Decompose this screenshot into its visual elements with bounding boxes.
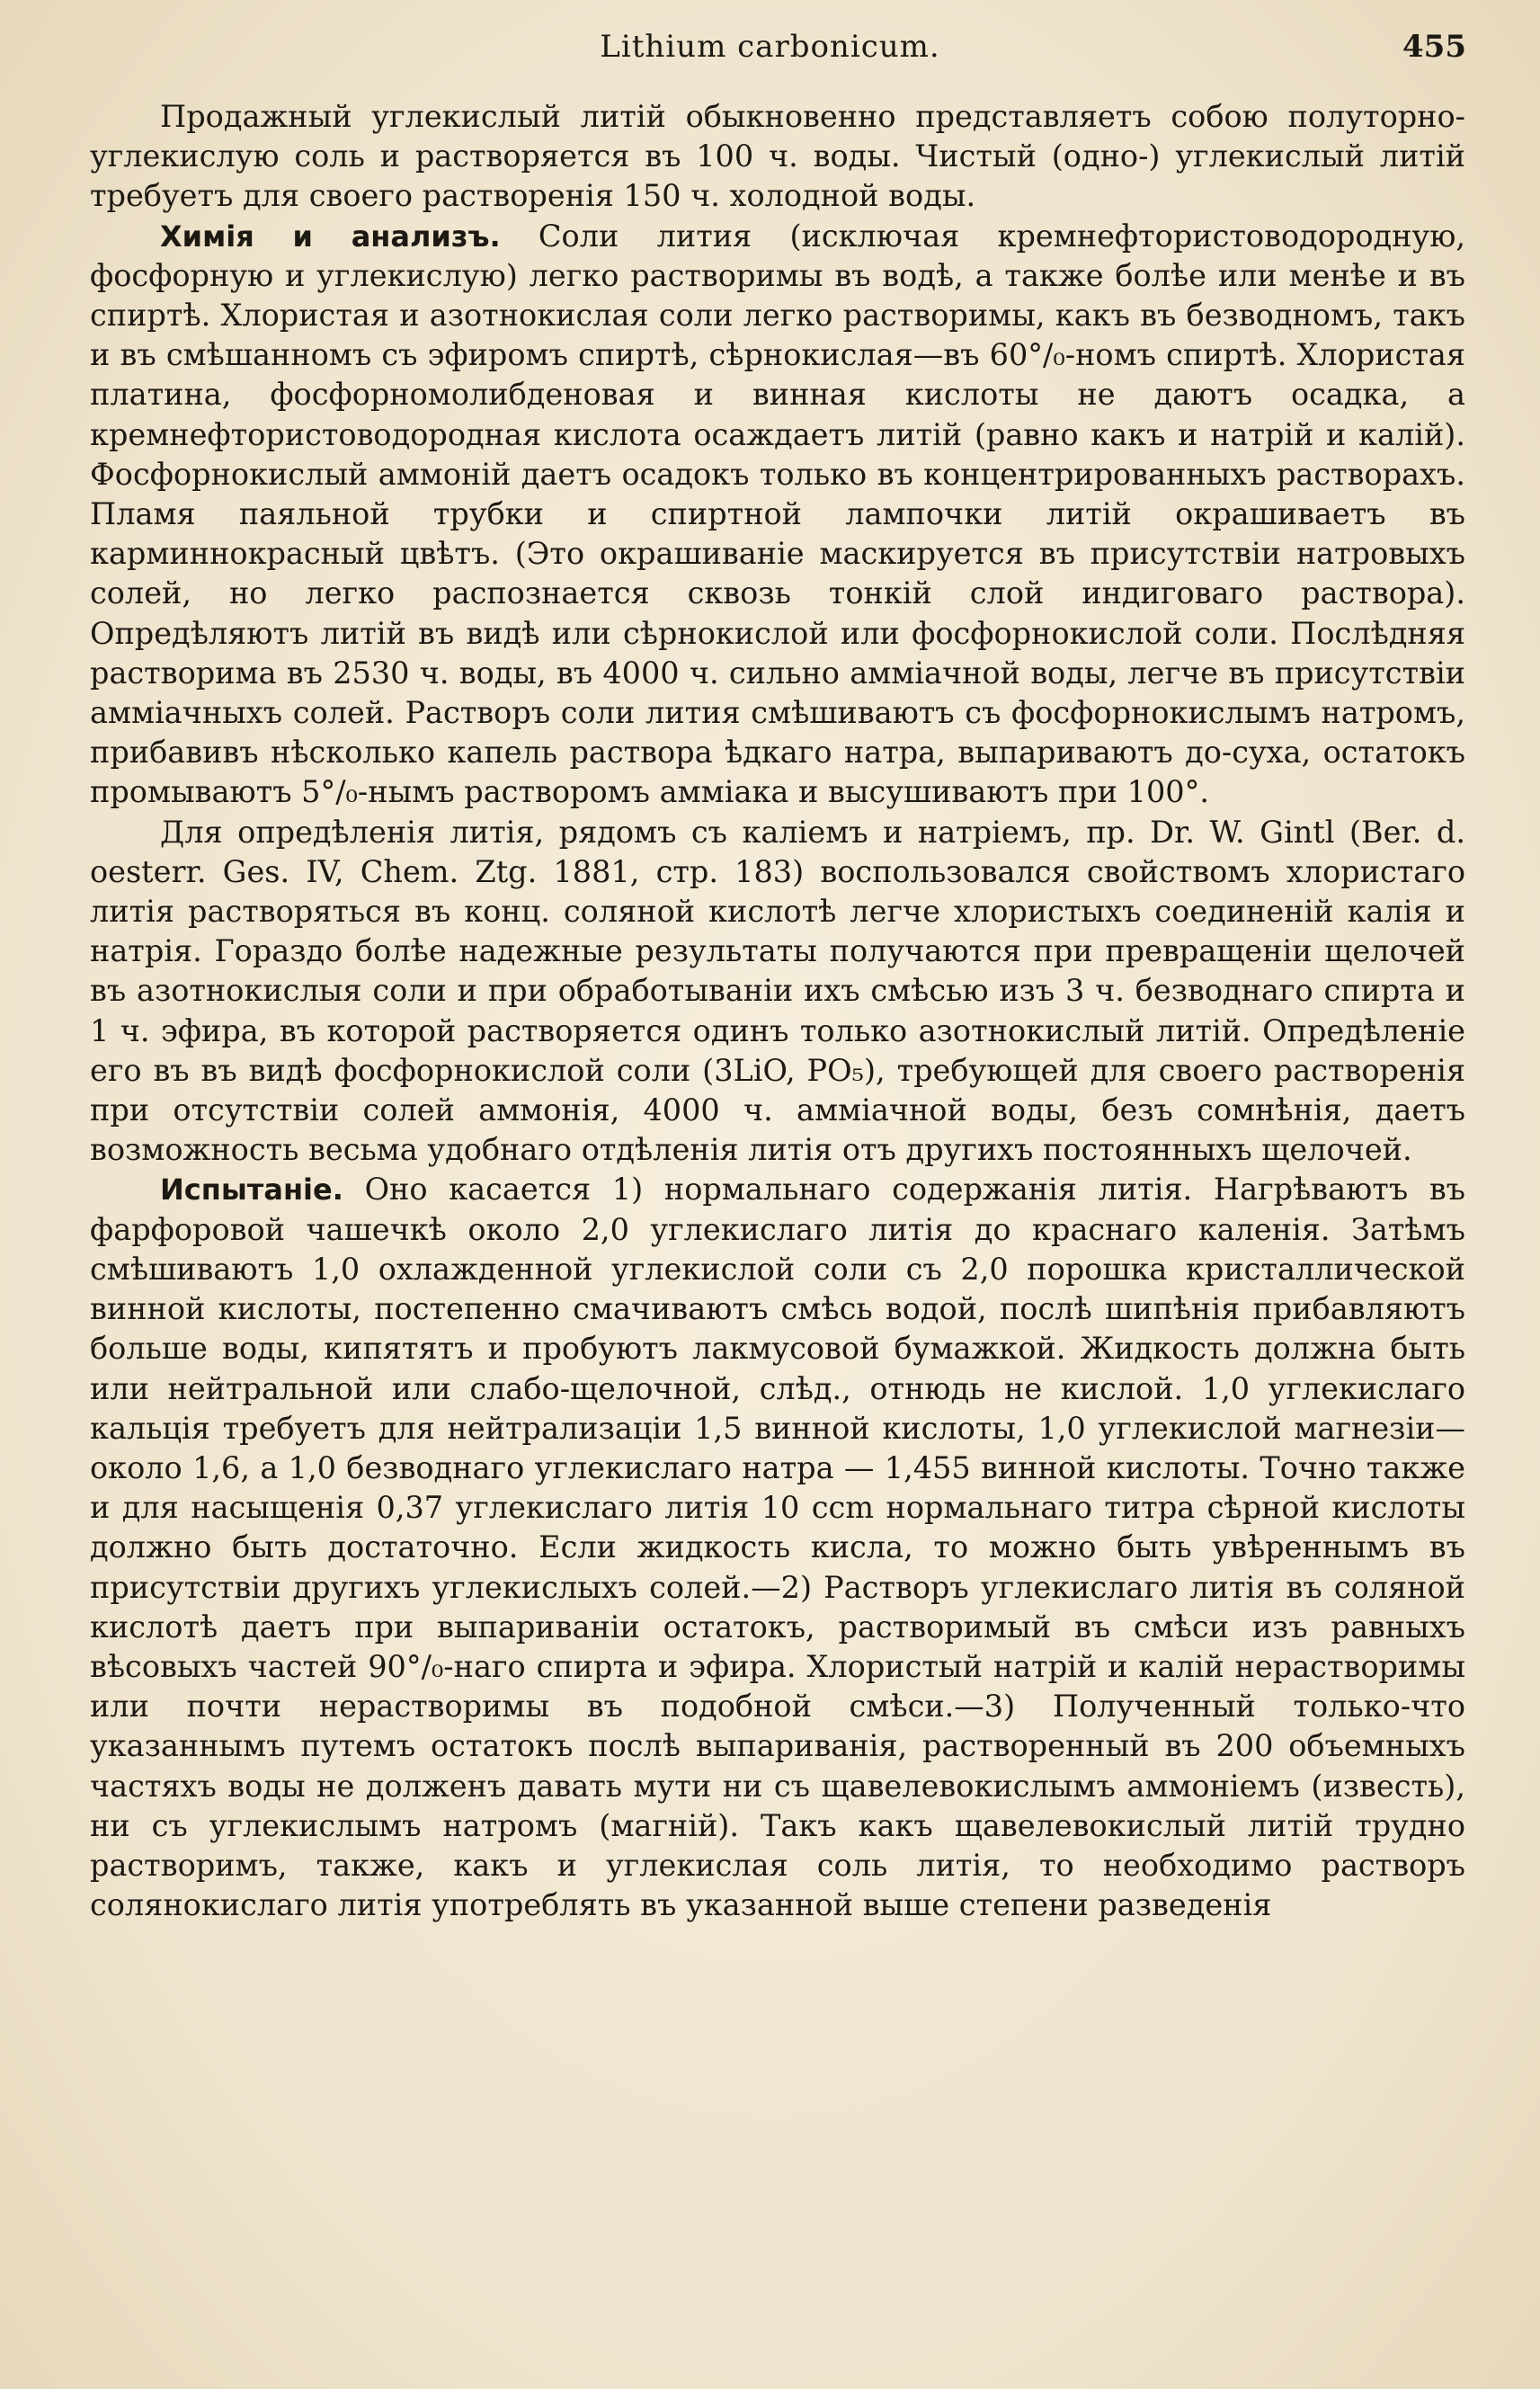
body-text [90,97,1465,1925]
paragraph-text: Для опредѣленія литія, рядомъ съ каліемъ и натріемъ, пр. Dr. W. Gintl (Ber. d. oesterr. Ges. IV, Chem. Ztg. 1881, стр. 183) воспользовался свойствомъ хлористаго литія растворяться въ конц. соляной кислотѣ легче хлористыхъ соединеній калія и натрія. Гораздо болѣе надежные результаты получаются при превращеніи щелочей въ азотнокислыя соли и при обработываніи ихъ смѣсью изъ 3 ч. безводнаго спирта и 1 ч. эфира, въ которой растворяется одинъ только азотнокислый литій. Опредѣленіе его въ въ видѣ фосфорнокислой соли (3LiO, PO₅), требующей для своего растворенія при отсутствіи солей аммонія, 4000 ч. амміачной воды, безъ сомнѣнія, даетъ возможность весьма удобнаго отдѣленія литія отъ другихъ постоянныхъ щелочей. [90,814,1465,1168]
section-heading-chemistry: Химія и анализъ. [160,218,501,254]
paragraph-testing [90,1170,1465,1925]
paragraph-chemistry-analysis [90,217,1465,813]
paragraph-lithium-determination [90,813,1465,1171]
running-title: Lithium carbonicum. [600,29,940,65]
section-heading-testing: Испытаніе. [160,1172,343,1208]
page-number: 455 [1402,29,1466,65]
paragraph-intro [90,97,1465,217]
paragraph-text: Оно касается 1) нормальнаго содержанія литія. Нагрѣваютъ въ фарфоровой чашечкѣ около 2,0 углекислаго литія до краснаго каленія. Затѣмъ смѣшиваютъ 1,0 охлажденной углекислой соли съ 2,0 порошка кристаллической винной кислоты, постепенно смачиваютъ смѣсь водой, послѣ шипѣнія прибавляютъ больше воды, кипятятъ и пробуютъ лакмусовой бумажкой. Жидкость должна быть или нейтральной или слабо-щелочной, слѣд., отнюдь не кислой. 1,0 углекислаго кальція требуетъ для нейтрализаціи 1,5 винной кислоты, 1,0 углекислой магнезіи—около 1,6, а 1,0 безводнаго углекислаго натра — 1,455 винной кислоты. Точно также и для насыщенія 0,37 углекислаго литія 10 ccm нормальнаго титра сѣрной кислоты должно быть достаточно. Если жидкость кисла, то можно быть увѣреннымъ въ присутствіи другихъ углекислыхъ солей.—2) Растворъ углекислаго литія въ соляной кислотѣ даетъ при выпариваніи остатокъ, растворимый въ смѣси изъ равныхъ вѣсовыхъ частей 90°/₀-наго спирта и эфира. Хлористый натрій и калій нерастворимы или почти нерастворимы въ подобной смѣси.—3) Полученный только-что указаннымъ путемъ остатокъ послѣ выпариванія, растворенный въ 200 объемныхъ частяхъ воды не долженъ давать мути ни съ щавелевокислымъ аммоніемъ (известь), ни съ углекислымъ натромъ (магній). Такъ какъ щавелевокислый литій трудно растворимъ, также, какъ и углекислая соль литія, то необходимо растворъ солянокислаго литія употреблять въ указанной выше степени разведенія [90,1172,1465,1923]
paragraph-text: Соли лития (исключая кремнефтористоводородную, фосфорную и углекислую) легко растворимы въ водѣ, а также болѣе или менѣе и въ спиртѣ. Хлористая и азотнокислая соли легко растворимы, какъ въ безводномъ, такъ и въ смѣшанномъ съ эфиромъ спиртѣ, сѣрнокислая—въ 60°/₀-номъ спиртѣ. Хлористая платина, фосфорномолибденовая и винная кислоты не даютъ осадка, а кремнефтористоводородная кислота осаждаетъ литій (равно какъ и натрій и калій). Фосфорнокислый аммоній даетъ осадокъ только въ концентрированныхъ растворахъ. Пламя паяльной трубки и спиртной лампочки литій окрашиваетъ въ карминнокрасный цвѣтъ. (Это окрашиваніе маскируется въ присутствіи натровыхъ солей, но легко распознается сквозь тонкій слой индиговаго раствора). Опредѣляютъ литій въ видѣ или сѣрнокислой или фосфорнокислой соли. Послѣдняя растворима въ 2530 ч. воды, въ 4000 ч. сильно амміачной воды, легче въ присутствіи амміачныхъ солей. Растворъ соли лития смѣшиваютъ съ фосфорнокислымъ натромъ, прибавивъ нѣсколько капель раствора ѣдкаго натра, выпариваютъ до-суха, остатокъ промываютъ 5°/₀-нымъ растворомъ амміака и высушиваютъ при 100°. [90,218,1466,810]
paragraph-text: Продажный углекислый литій обыкновенно представляетъ собою полуторно-углекислую соль и растворяется въ 100 ч. воды. Чистый (одно-) углекислый литій требуетъ для своего растворенія 150 ч. холодной воды. [90,99,1465,214]
running-head [0,25,1540,72]
